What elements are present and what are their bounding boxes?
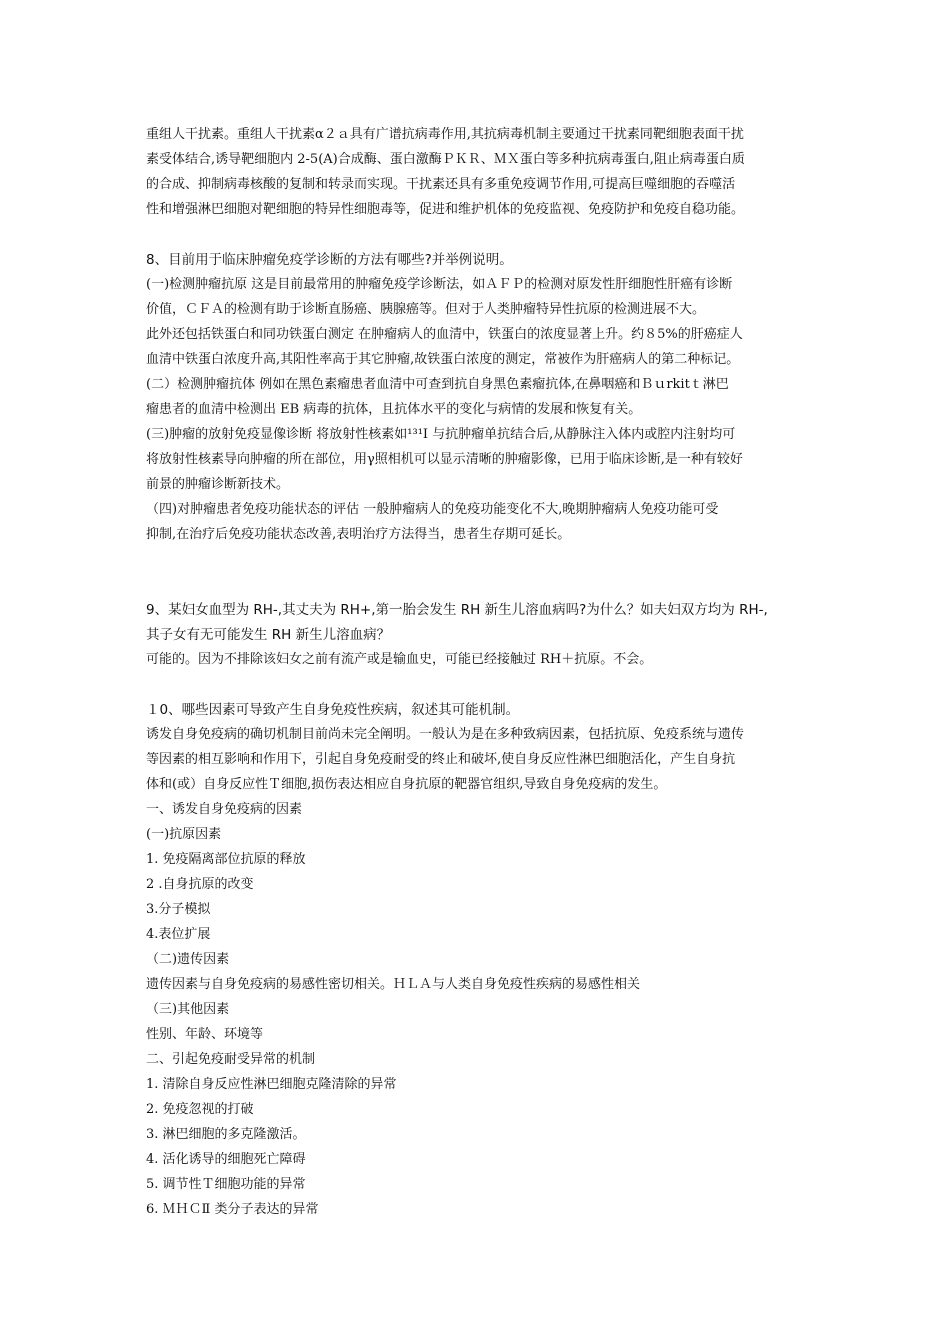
question-9-title: 9、某妇女血型为 RH-,其丈夫为 RH+,第一胎会发生 RH 新生儿溶血病吗?为什么？如夫妇双方均为 RH-, [146,602,768,618]
list-item: 1. 清除自身反应性淋巴细胞克隆清除的异常 [146,1077,397,1092]
paragraph-line: 瘤患者的血清中检测出 EB 病毒的抗体，且抗体水平的变化与病情的发展和恢复有关。 [146,402,642,417]
list-item: 3.分子模拟 [146,902,211,917]
paragraph-line: 诱发自身免疫病的确切机制目前尚未完全阐明。一般认为是在多种致病因素，包括抗原、免疫系统与遗传 [146,727,745,742]
subsection-heading: （二)遗传因素 [146,952,230,967]
list-item: 1. 免疫隔离部位抗原的释放 [146,852,306,867]
section-heading: 二、引起免疫耐受异常的机制 [146,1052,316,1067]
list-item: 5. 调节性Ｔ细胞功能的异常 [146,1177,306,1192]
paragraph-line: 素受体结合,诱导靶细胞内 2-5(A)合成酶、蛋白激酶ＰＫＲ、ＭＸ蛋白等多种抗病毒蛋白,阻止病毒蛋白质 [146,152,745,167]
paragraph-line: 前景的肿瘤诊断新技术。 [146,477,290,492]
subsection-heading: (一)抗原因素 [146,827,222,842]
list-item: 2. 免疫忽视的打破 [146,1102,254,1117]
list-item: 2 .自身抗原的改变 [146,877,254,892]
paragraph-line: （四)对肿瘤患者免疫功能状态的评估 一般肿瘤病人的免疫功能变化不大,晚期肿瘤病人免疫功能可受 [146,502,719,517]
question-9-answer: 可能的。因为不排除该妇女之前有流产或是输血史，可能已经接触过 RH＋抗原。不会。 [146,652,653,667]
question-9-title: 其子女有无可能发生 RH 新生儿溶血病？ [146,627,391,643]
paragraph-line: 此外还包括铁蛋白和同功铁蛋白测定 在肿瘤病人的血清中，铁蛋白的浓度显著上升。约８5%的肝癌症人 [146,327,743,342]
paragraph-line: 抑制,在治疗后免疫功能状态改善,表明治疗方法得当，患者生存期可延长。 [146,527,571,542]
list-item: 6. ＭＨＣⅡ 类分子表达的异常 [146,1202,319,1217]
subsection-heading: （三)其他因素 [146,1002,230,1017]
paragraph-line: (二）检测肿瘤抗体 例如在黑色素瘤患者血清中可查到抗自身黑色素瘤抗体,在鼻咽癌和Ｂｕrkitｔ淋巴 [146,377,729,392]
paragraph-line: 血清中铁蛋白浓度升高,其阳性率高于其它肿瘤,故铁蛋白浓度的测定，常被作为肝癌病人的第二种标记。 [146,352,740,367]
list-item: 4.表位扩展 [146,927,211,942]
section-heading: 一、诱发自身免疫病的因素 [146,802,303,817]
list-item: 3. 淋巴细胞的多克隆激活。 [146,1127,306,1142]
list-item: 4. 活化诱导的细胞死亡障碍 [146,1152,306,1167]
paragraph-line: 将放射性核素导向肿瘤的所在部位，用γ照相机可以显示清晰的肿瘤影像，已用于临床诊断,是一种有较好 [146,452,743,467]
paragraph-line: 体和(或）自身反应性Ｔ细胞,损伤表达相应自身抗原的靶器官组织,导致自身免疫病的发生。 [146,777,667,792]
question-8-title: 8、目前用于临床肿瘤免疫学诊断的方法有哪些?并举例说明。 [146,252,513,268]
paragraph-line: 价值，ＣＦＡ的检测有助于诊断直肠癌、胰腺癌等。但对于人类肿瘤特异性抗原的检测进展不大。 [146,302,706,317]
paragraph-line: 的合成、抑制病毒核酸的复制和转录而实现。干扰素还具有多重免疫调节作用,可提高巨噬细胞的吞噬活 [146,177,736,192]
paragraph-line: (一)检测肿瘤抗原 这是目前最常用的肿瘤免疫学诊断法，如ＡＦＰ的检测对原发性肝细胞性肝癌有诊断 [146,277,733,292]
paragraph-line: 性和增强淋巴细胞对靶细胞的特异性细胞毒等，促进和维护机体的免疫监视、免疫防护和免疫自稳功能。 [146,202,745,217]
paragraph-line: 重组人干扰素。重组人干扰素α２ａ具有广谱抗病毒作用,其抗病毒机制主要通过干扰素同靶细胞表面干扰 [146,127,744,142]
paragraph-line: 性别、年龄、环境等 [146,1027,264,1042]
paragraph-line: 遗传因素与自身免疫病的易感性密切相关。ＨＬＡ与人类自身免疫性疾病的易感性相关 [146,977,641,992]
question-10-title: １0、哪些因素可导致产生自身免疫性疾病，叙述其可能机制。 [146,702,520,718]
paragraph-line: (三)肿瘤的放射免疫显像诊断 将放射性核素如¹³¹I 与抗肿瘤单抗结合后,从静脉注入体内或腔内注射均可 [146,427,736,442]
paragraph-line: 等因素的相互影响和作用下，引起自身免疫耐受的终止和破坏,使自身反应性淋巴细胞活化，产生自身抗 [146,752,736,767]
